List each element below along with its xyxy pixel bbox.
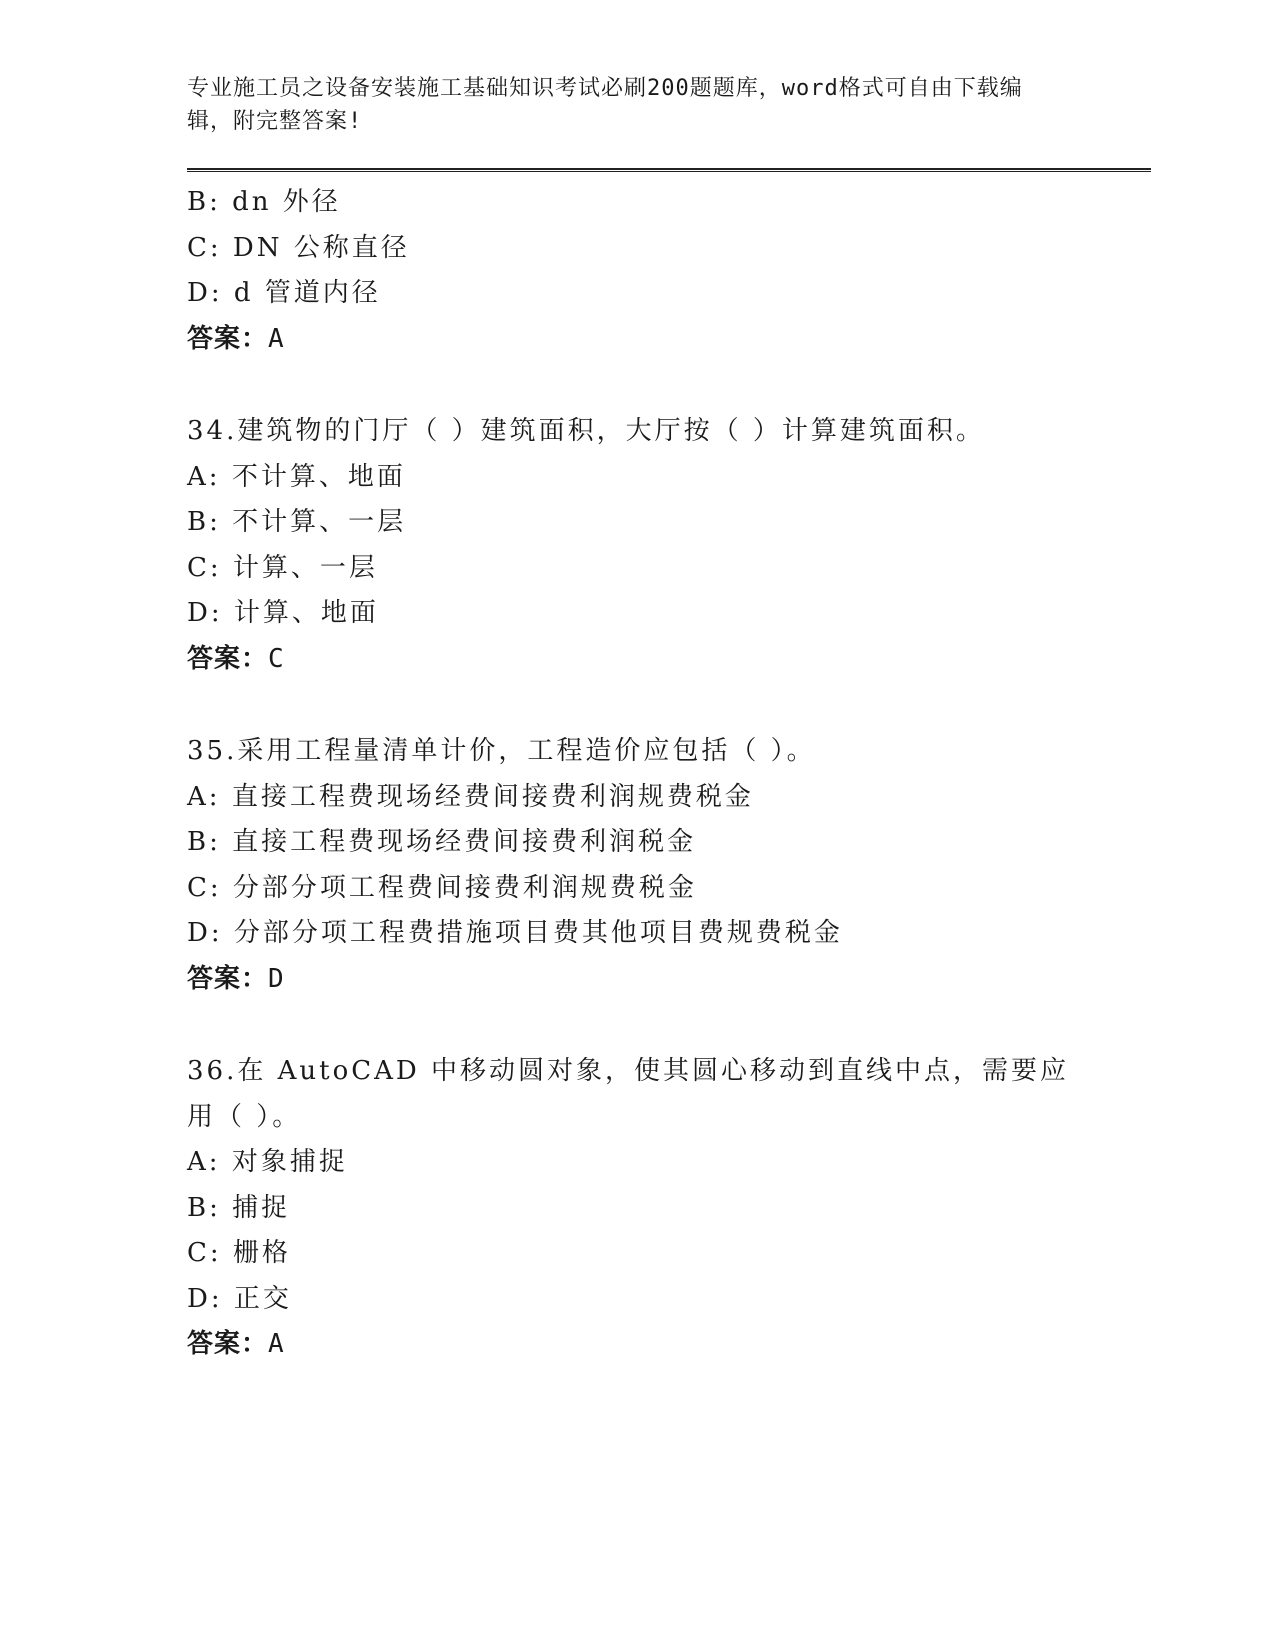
- option-text: 分部分项工程费措施项目费其他项目费规费税金: [233, 918, 843, 948]
- option-text: 分部分项工程费间接费利润规费税金: [232, 872, 697, 903]
- question-title: [187, 729, 1147, 775]
- option-text: 正交: [233, 1283, 292, 1314]
- option-text: 计算、一层: [232, 552, 378, 583]
- document-title: 专业施工员之设备安装施工基础知识考试必刷200题题库，word格式可自由下载编辑，附完整答案!: [187, 76, 1023, 134]
- option-label: C:: [187, 552, 222, 583]
- question-text: 采用工程量清单计价，工程造价应包括（ ）。: [237, 736, 816, 766]
- answer-value: A: [268, 1329, 284, 1359]
- option-label: D:: [187, 1283, 223, 1314]
- question-number: 34.: [187, 416, 238, 446]
- option-text: d 管道内径: [233, 278, 381, 308]
- option-label: A:: [187, 461, 221, 492]
- option-label: B:: [187, 827, 221, 857]
- option-label: A:: [187, 781, 221, 812]
- option-text: dn 外径: [232, 187, 341, 217]
- header-divider: [187, 168, 1151, 172]
- answer-value: D: [268, 963, 284, 994]
- option-label: B:: [187, 1192, 221, 1223]
- answer-line: [187, 317, 1147, 363]
- question-title: [187, 1049, 1087, 1140]
- question-number: 35.: [187, 736, 238, 766]
- option-text: 直接工程费现场经费间接费利润规费税金: [231, 781, 754, 812]
- answer-line: [187, 637, 1147, 683]
- option-text: 直接工程费现场经费间接费利润税金: [232, 827, 697, 857]
- answer-label: 答案：: [187, 963, 269, 994]
- option-text: 不计算、一层: [232, 507, 407, 537]
- question-block: [187, 1049, 1147, 1368]
- answer-value: C: [268, 643, 284, 674]
- option-line: [187, 1277, 1147, 1323]
- answer-line: [187, 1322, 1147, 1368]
- question-number: 36.: [187, 1056, 238, 1086]
- option-line: [187, 1140, 1147, 1186]
- document-page: [187, 72, 1147, 1368]
- option-line: [187, 180, 1147, 226]
- option-text: 捕捉: [232, 1192, 291, 1223]
- option-label: C:: [187, 1238, 222, 1268]
- option-text: 不计算、地面: [231, 461, 406, 492]
- option-text: 栅格: [232, 1238, 291, 1268]
- option-line: [187, 775, 1147, 821]
- option-label: B:: [187, 507, 221, 537]
- question-block-continued: [187, 180, 1147, 362]
- answer-value: A: [268, 323, 284, 354]
- option-line: [187, 455, 1147, 501]
- question-title: [187, 409, 1147, 455]
- option-label: C:: [187, 872, 222, 903]
- option-line: [187, 1231, 1147, 1277]
- option-label: D:: [187, 278, 223, 308]
- option-line: [187, 911, 1147, 957]
- option-line: [187, 271, 1147, 317]
- question-text: 在 AutoCAD 中移动圆对象，使其圆心移动到直线中点，需要应用（ ）。: [187, 1056, 1070, 1132]
- option-label: C:: [187, 232, 222, 263]
- option-line: [187, 820, 1147, 866]
- option-line: [187, 226, 1147, 272]
- option-line: [187, 500, 1147, 546]
- option-line: [187, 866, 1147, 912]
- option-label: D:: [187, 598, 223, 628]
- question-block: [187, 729, 1147, 1002]
- answer-label: 答案：: [187, 643, 269, 674]
- question-block: [187, 409, 1147, 682]
- option-label: D:: [187, 918, 223, 948]
- option-line: [187, 546, 1147, 592]
- answer-label: 答案：: [187, 1329, 269, 1359]
- option-text: DN 公称直径: [232, 232, 410, 263]
- option-text: 对象捕捉: [231, 1147, 348, 1177]
- answer-label: 答案：: [187, 323, 269, 354]
- option-label: A:: [187, 1147, 221, 1177]
- question-list: [187, 180, 1147, 1368]
- option-line: [187, 1186, 1147, 1232]
- answer-line: [187, 957, 1147, 1003]
- option-text: 计算、地面: [233, 598, 379, 628]
- question-text: 建筑物的门厅（ ）建筑面积，大厅按（ ）计算建筑面积。: [237, 416, 985, 446]
- option-label: B:: [187, 187, 221, 217]
- option-line: [187, 591, 1147, 637]
